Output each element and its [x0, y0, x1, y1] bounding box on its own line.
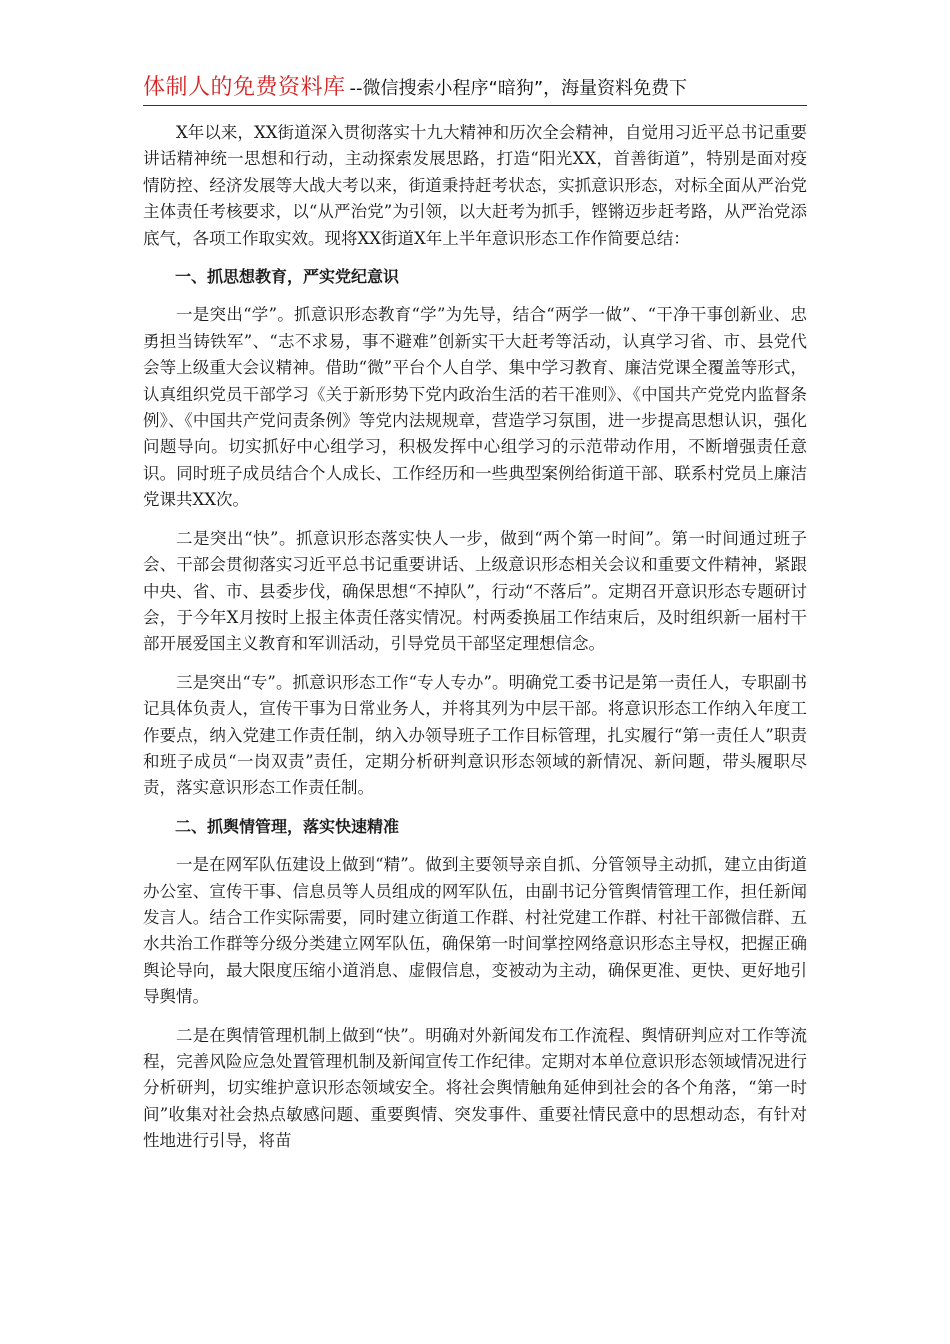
watermark-header [143, 70, 807, 106]
intro-paragraph: X年以来，XX街道深入贯彻落实十九大精神和历次全会精神，自觉用习近平总书记重要讲话精神统一思想和行动，主动探索发展思路，打造“阳光XX，首善街道”，特别是面对疫情防控、经济发展等大战大考以来，街道秉持赶考状态，实抓意识形态，对标全面从严治党主体责任考核要求，以“从严治党”为引领，以大赶考为抓手，铿锵迈步赶考路，从严治党添底气，各项工作取实效。现将XX街道X年上半年意识形态工作作简要总结： [143, 123, 807, 248]
header-slogan: --微信搜索小程序“暗狗”，海量资料免费下 [349, 78, 688, 99]
header-brand: 体制人的免费资料库 [143, 75, 346, 100]
section-2-heading: 二、抓舆情管理，落实快速精准 [175, 816, 400, 836]
section-1-paragraph-2: 二是突出“快”。抓意识形态落实快人一步，做到“两个第一时间”。第一时间通过班子会、干部会贯彻落实习近平总书记重要讲话、上级意识形态相关会议和重要文件精神，紧跟中央、省、市、县委步伐，确保思想“不掉队”，行动“不落后”。定期召开意识形态专题研讨会，于今年X月按时上报主体责任落实情况。村两委换届工作结束后，及时组织新一届村干部开展爱国主义教育和军训活动，引导党员干部坚定理想信念。 [143, 528, 807, 654]
document-body [143, 120, 807, 1167]
section-2-paragraph-1: 一是在网军队伍建设上做到“精”。做到主要领导亲自抓、分管领导主动抓，建立由街道办公室、宣传干事、信息员等人员组成的网军队伍，由副书记分管舆情管理工作，担任新闻发言人。结合工作实际需要，同时建立街道工作群、村社党建工作群、村社干部微信群、五水共治工作群等分级分类建立网军队伍，确保第一时间掌控网络意识形态主导权，把握正确舆论导向，最大限度压缩小道消息、虚假信息，变被动为主动，确保更准、更快、更好地引导舆情。 [143, 855, 807, 1007]
section-1-paragraph-1: 一是突出“学”。抓意识形态教育“学”为先导，结合“两学一做”、“干净干事创新业、忠勇担当铸铁军”、“志不求易，事不避难”创新实干大赶考等活动，认真学习省、市、县党代会等上级重大会议精神。借助“微”平台个人自学、集中学习教育、廉洁党课全覆盖等形式，认真组织党员干部学习《关于新形势下党内政治生活的若干准则》、《中国共产党党内监督条例》、《中国共产党问责条例》等党内法规规章，营造学习氛围，进一步提高思想认识，强化问题导向。切实抓好中心组学习，积极发挥中心组学习的示范带动作用，不断增强责任意识。同时班子成员结合个人成长、工作经历和一些典型案例给街道干部、联系村党员上廉洁党课共XX次。 [143, 305, 807, 510]
section-2-paragraph-2: 二是在舆情管理机制上做到“快”。明确对外新闻发布工作流程、舆情研判应对工作等流程，完善风险应急处置管理机制及新闻宣传工作纪律。定期对本单位意识形态领域情况进行分析研判，切实维护意识形态领域安全。将社会舆情触角延伸到社会的各个角落，“第一时间”收集对社会热点敏感问题、重要舆情、突发事件、重要社情民意中的思想动态，有针对性地进行引导，将苗 [143, 1025, 807, 1151]
section-1-paragraph-3: 三是突出“专”。抓意识形态工作“专人专办”。明确党工委书记是第一责任人，专职副书记具体负责人，宣传干事为日常业务人，并将其列为中层干部。将意识形态工作纳入年度工作要点，纳入党建工作责任制，纳入办领导班子工作目标管理，扎实履行“第一责任人”职责和班子成员“一岗双责”责任，定期分析研判意识形态领域的新情况、新问题，带头履职尽责，落实意识形态工作责任制。 [143, 672, 807, 798]
section-1-heading: 一、抓思想教育，严实党纪意识 [175, 267, 400, 287]
